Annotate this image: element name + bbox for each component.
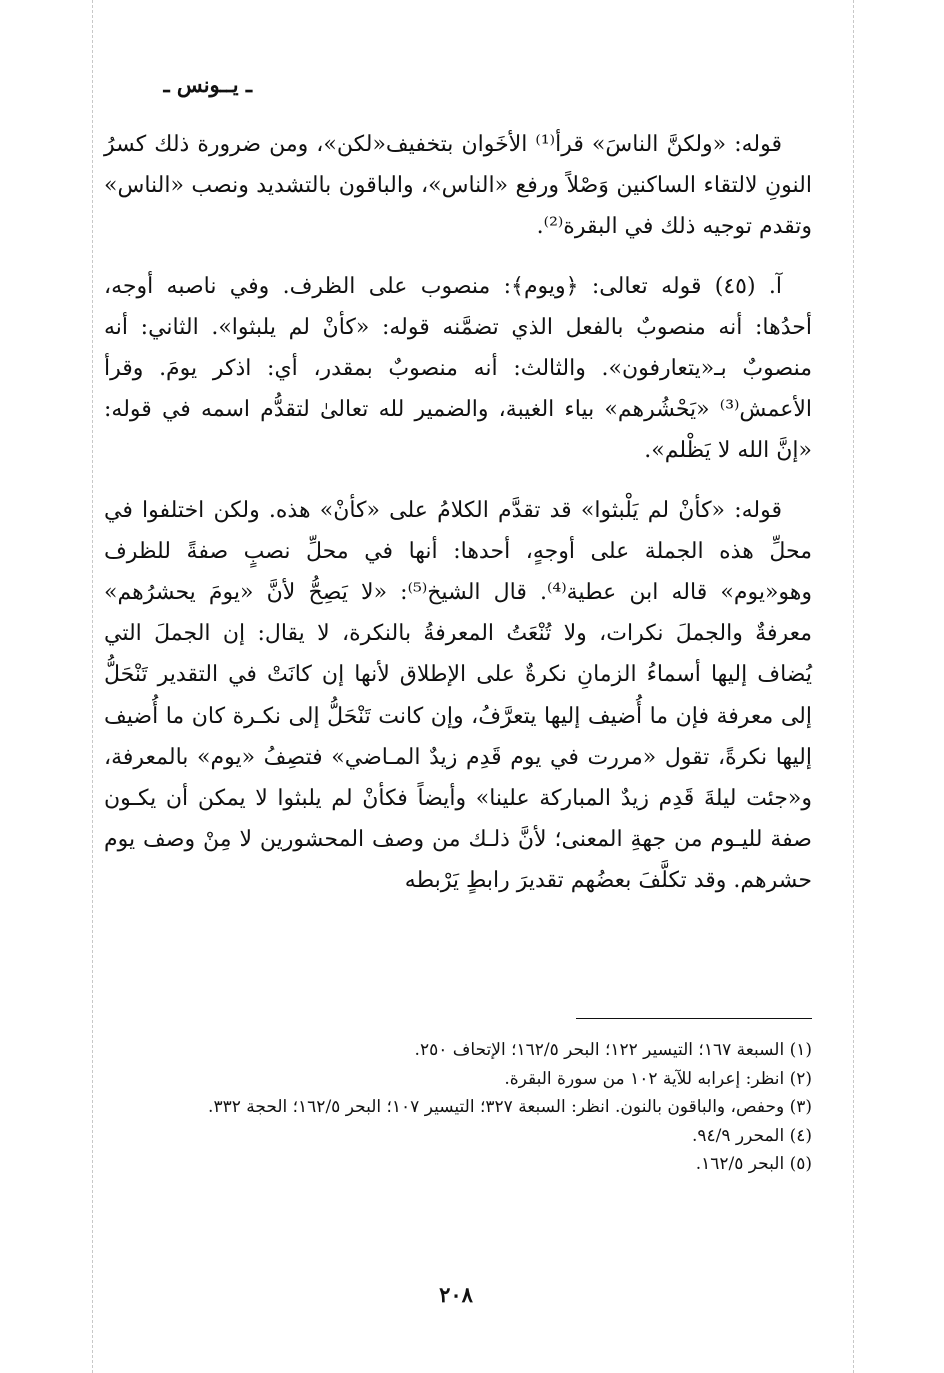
footnote-1: (١) السبعة ١٦٧؛ التيسير ١٢٢؛ البحر ١٦٢/٥؛ الإتحاف ٢٥٠. [414, 1040, 812, 1060]
left-margin-guide [92, 0, 93, 1373]
footnote-separator [576, 1018, 812, 1019]
footnote-4: (٤) المحرر ٩٤/٩. [691, 1125, 812, 1146]
footnotes [104, 1036, 812, 1179]
paragraph-1: قوله: «ولكنَّ الناسَ» قرأ⁽¹⁾ الأخَوان بتخفيف«لكن»، ومن ضرورة ذلك كسرُ النونِ لالتقاء الساكنين وَصْلاً ورفع «الناس»، والباقون بالتشديد ونصب «الناس» وتقدم توجيه ذلك في البقرة⁽²⁾. [104, 132, 812, 240]
footnote-2: (٢) انظر: إعرابه للآية ١٠٢ من سورة البقرة. [504, 1068, 812, 1089]
footnote-5: (٥) البحر ١٦٢/٥. [695, 1154, 812, 1174]
page-number: ٢٠٨ [439, 1282, 473, 1307]
main-text [104, 124, 812, 920]
book-page [100, 0, 812, 1373]
footnote-3: (٣) وحفص، والباقون بالنون. انظر: السبعة ٣٢٧؛ التيسير ١٠٧؛ البحر ١٦٢/٥؛ الحجة ٣٣٢. [208, 1097, 812, 1117]
paragraph-3: قوله: «كأنْ لم يَلْبثوا» قد تقدَّم الكلامُ على «كأنْ» هذه. ولكن اختلفوا في محلِّ هذه الجملة على أوجهٍ، أحدها: أنها في محلِّ نصبٍ صفةً للظرف وهو«يوم» قاله ابن عطية⁽⁴⁾. قال الشيخ⁽⁵⁾: «لا يَصِحُّ لأنَّ «يومَ يحشرُهم» معرفةٌ والجملَ نكرات، ولا تُنْعَتُ المعرفةُ بالنكرة، لا يقال: إن الجملَ التي يُضاف إليها أسماءُ الزمانِ نكرةٌ على الإطلاق لأنها إن كانَتْ في التقدير تَنْحَلُّ إلى معرفة فإن ما أُضيف إليها يتعرَّفُ، وإن كانت تَنْحَلُّ إلى نكـرة كان ما أُضيف إليها نكرةً، تقول «مررت في يوم قَدِم زيدٌ المـاضي» فتصِفُ «يوم» بالمعرفة، و«جئت ليلةَ قَدِم زيدٌ المباركة علينا» وأيضاً فكأنْ لم يلبثوا لا يمكن أن يكـون صفة لليـوم من جهةِ المعنى؛ لأنَّ ذلـك من وصف المحشورين لا مِنْ وصف يوم حشرهم. وقد تكلَّفَ بعضُهم تقديرَ رابطٍ يَرْبطه [104, 497, 812, 894]
right-margin-guide [853, 0, 854, 1373]
paragraph-2: آ. (٤٥) قوله تعالى: ﴿ويوم﴾: منصوب على الظرف. وفي ناصبه أوجه، أحدُها: أنه منصوبٌ بالفعل الذي تضمَّنه قوله: «كأنْ لم يلبثوا». الثاني: أنه منصوبٌ بـ«يتعارفون». والثالث: أنه منصوبٌ بمقدر، أي: اذكر يومَ. وقرأ الأعمش⁽³⁾ «يَحْشُرهم» بياء الغيبة، والضمير لله تعالىٰ لتقدُّم اسمه في قوله: «إنَّ الله لا يَظْلم». [104, 273, 812, 464]
running-header: ـ يــونس ـ [163, 72, 252, 97]
